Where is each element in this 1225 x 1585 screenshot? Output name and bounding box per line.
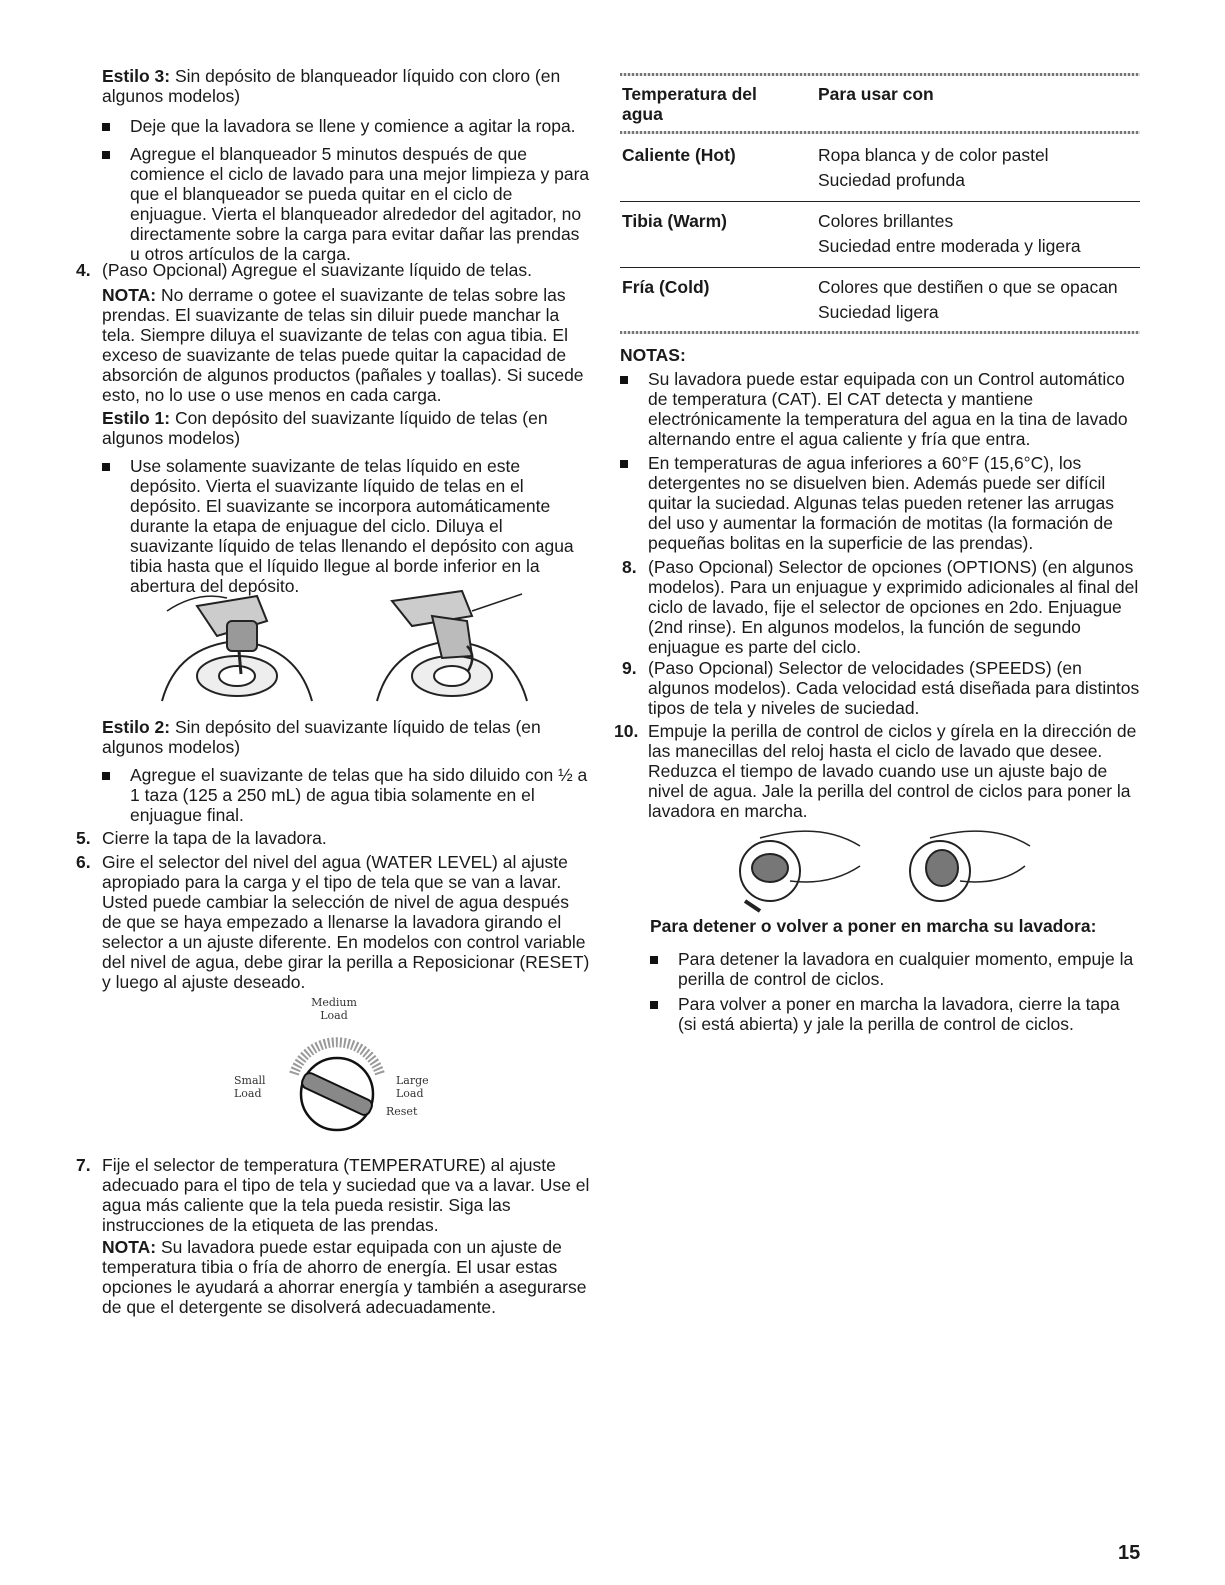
bullet-item: Para volver a poner en marcha la lavadora, cierre la tapa (si está abierta) y jale la perilla de control de ciclos. <box>650 994 1140 1038</box>
dial-knob-icon <box>282 1024 392 1134</box>
bullet-square-icon <box>620 460 628 468</box>
step-8: 8. (Paso Opcional) Selector de opciones (OPTIONS) (en algunos modelos). Para un enjuague y exprimido adicionales al final del ciclo de lavado, fije el selector de opciones en 2do. Enjuague (2nd rinse). En algunos modelos, la función de segundo enjuague es parte del ciclo. <box>622 557 1139 657</box>
step-6: 6. Gire el selector del nivel del agua (WATER LEVEL) al ajuste apropiado para la carga y el tipo de tela que se van a lavar. Usted puede cambiar la selección de nivel de agua después de que se haya empezado a llenarse la lavadora girando el selector a un ajuste diferente. En modelos con control variable del nivel de agua, debe girar la perilla a Reposicionar (RESET) y luego al ajuste deseado. <box>76 852 590 992</box>
step-5: 5. Cierre la tapa de la lavadora. <box>76 828 327 848</box>
bullet-item: Use solamente suavizante de telas líquido en este depósito. Vierta el suavizante líquido de telas en el depósito. El suavizante se incorpora automáticamente durante la etapa de enjuague del ciclo. Diluya el suavizante líquido de telas llenando el depósito con agua tibia hasta que el líquido llegue al borde inferior en la abertura del depósito. <box>102 456 590 586</box>
notas-title: NOTAS: <box>620 345 686 365</box>
table-cell-use: Colores que destiñen o que se opacan <box>818 277 1118 297</box>
pour-dispenser-illustration <box>157 586 317 706</box>
pull-knob-illustration <box>900 826 1040 916</box>
pour-agitator-illustration <box>372 586 532 706</box>
table-cell-temp: Caliente (Hot) <box>622 145 736 165</box>
bullet-square-icon <box>102 772 110 780</box>
water-level-dial-illustration: Medium Load Small Load Large Load Reset <box>232 996 432 1166</box>
bullet-item: Su lavadora puede estar equipada con un Control automático de temperatura (CAT). El CAT detecta y mantiene electrónicamente la temperatura del agua en la tina de lavado alternando entre el agua caliente y fría que entra. <box>620 369 1140 449</box>
estilo3-paragraph: Estilo 3: Sin depósito de blanqueador líquido con cloro (en algunos modelos) <box>102 66 561 106</box>
bullet-item: Agregue el suavizante de telas que ha sido diluido con ½ a 1 taza (125 a 250 mL) de agua tibia solamente en el enjuague final. <box>102 765 590 825</box>
table-header-temperature: Temperatura del agua <box>622 84 757 124</box>
estilo1-paragraph: Estilo 1: Con depósito del suavizante líquido de telas (en algunos modelos) <box>102 408 548 448</box>
bullet-square-icon <box>650 956 658 964</box>
table-cell-temp: Tibia (Warm) <box>622 211 728 231</box>
page-number: 15 <box>1118 1542 1141 1564</box>
table-header-rule <box>620 131 1140 134</box>
table-cell-use: Suciedad entre moderada y ligera <box>818 236 1081 256</box>
table-top-rule <box>620 73 1140 76</box>
nota-paragraph: NOTA: No derrame o gotee el suavizante de telas sobre las prendas. El suavizante de telas sin diluir puede manchar la tela. Siempre diluya el suavizante de telas con agua tibia. El exceso de suavizante de telas puede quitar la capacidad de absorción de algunos productos (pañales y toallas). Si sucede esto, no lo use o use menos en cada carga. <box>102 285 584 405</box>
table-header-uses: Para usar con <box>818 84 934 104</box>
step-10: 10. Empuje la perilla de control de ciclos y gírela en la dirección de las manecillas del reloj hasta el ciclo de lavado que desee. Reduzca el tiempo de lavado cuando use un ajuste bajo de nivel de agua. Jale la perilla del control de ciclos para poner la lavadora en marcha. <box>614 721 1137 821</box>
bullet-item: Para detener la lavadora en cualquier momento, empuje la perilla de control de ciclos. <box>650 949 1140 993</box>
step-9: 9. (Paso Opcional) Selector de velocidades (SPEEDS) (en algunos modelos). Cada velocidad está diseñada para distintos tipos de tela y niveles de suciedad. <box>622 658 1140 718</box>
bullet-square-icon <box>650 1001 658 1009</box>
nota2-paragraph: NOTA: Su lavadora puede estar equipada con un ajuste de temperatura tibia o fría de ahorro de energía. El usar estas opciones le ayudará a ahorrar energía y también a asegurarse de que el detergente se disolverá adecuadamente. <box>102 1237 587 1317</box>
step-7: 7. Fije el selector de temperatura (TEMPERATURE) al ajuste adecuado para el tipo de tela y suciedad que va a lavar. Use el agua más caliente que la tela pueda resistir. Siga las instrucciones de la etiqueta de las prendas. <box>76 1155 590 1235</box>
estilo2-paragraph: Estilo 2: Sin depósito del suavizante líquido de telas (en algunos modelos) <box>102 717 541 757</box>
table-cell-temp: Fría (Cold) <box>622 277 710 297</box>
table-row-rule <box>620 201 1140 202</box>
bullet-square-icon <box>620 376 628 384</box>
bullet-square-icon <box>102 463 110 471</box>
step-4: 4. (Paso Opcional) Agregue el suavizante líquido de telas. <box>76 260 532 280</box>
bullet-item: En temperaturas de agua inferiores a 60°F (15,6°C), los detergentes no se disuelven bien. Además puede ser difícil quitar la suciedad. Algunas telas pueden retener las arrugas del uso y aumentar la formación de motitas (la formación de pequeñas bolitas en la superficie de las prendas). <box>620 453 1140 553</box>
table-bottom-rule <box>620 331 1140 334</box>
table-cell-use: Colores brillantes <box>818 211 954 231</box>
stop-restart-title: Para detener o volver a poner en marcha su lavadora: <box>650 916 1097 936</box>
table-cell-use: Ropa blanca y de color pastel <box>818 145 1049 165</box>
table-cell-use: Suciedad profunda <box>818 170 965 190</box>
table-row-rule <box>620 267 1140 268</box>
table-cell-use: Suciedad ligera <box>818 302 939 322</box>
bullet-square-icon <box>102 151 110 159</box>
bullet-item: Agregue el blanqueador 5 minutos después de que comience el ciclo de lavado para una mejor limpieza y para que el blanqueador se pueda quitar en el ciclo de enjuague. Vierta el blanqueador alrededor del agitador, no directamente sobre la carga para evitar dañar las prendas u otros artículos de la carga. <box>102 144 590 254</box>
bullet-item: Deje que la lavadora se llene y comience a agitar la ropa. <box>102 116 590 140</box>
push-knob-illustration <box>730 826 870 916</box>
bullet-square-icon <box>102 123 110 131</box>
